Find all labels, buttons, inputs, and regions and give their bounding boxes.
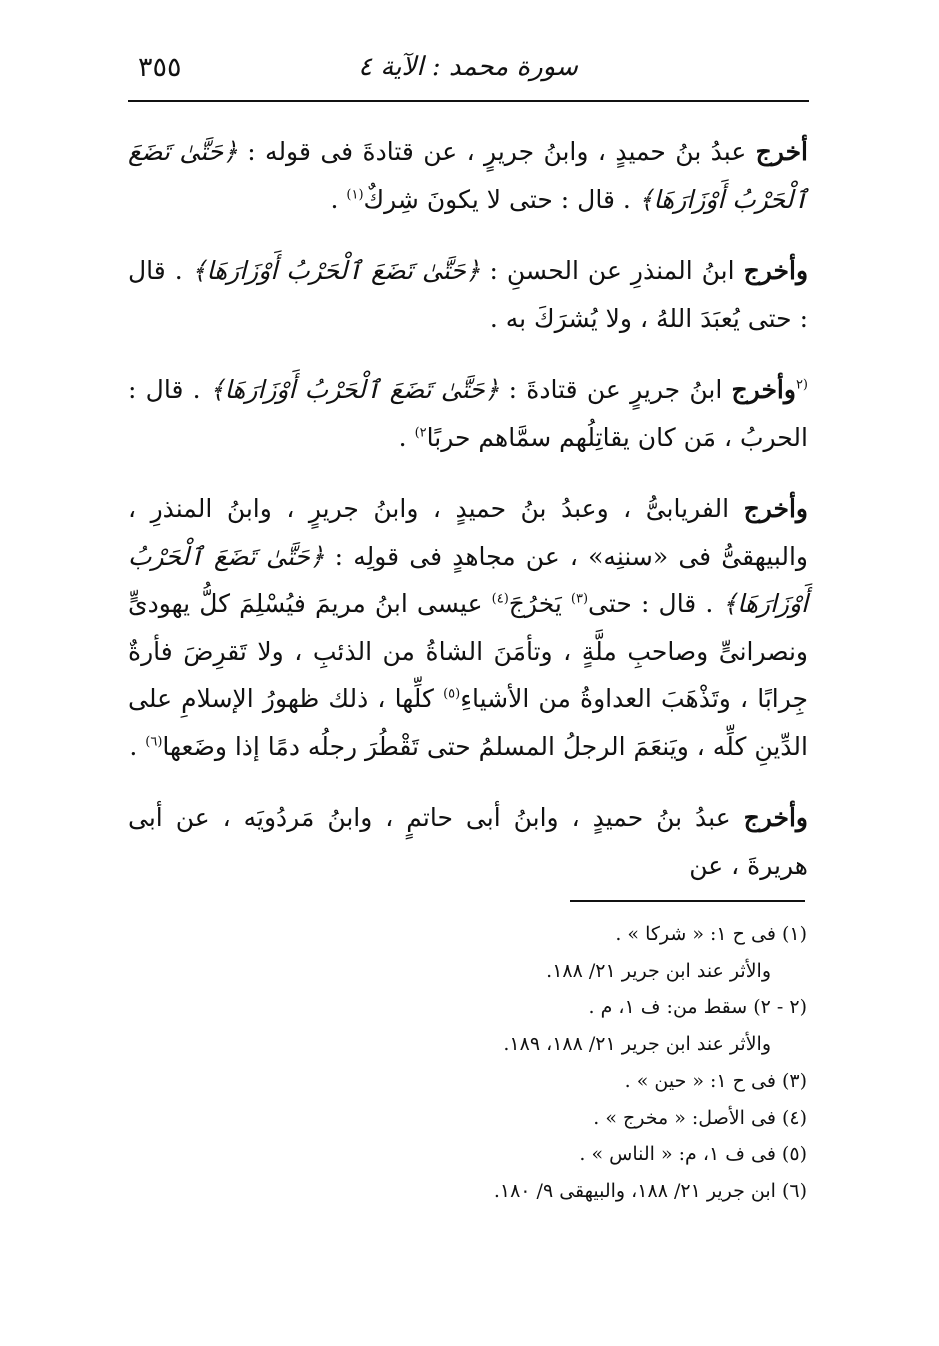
- text-run: الفريابىُّ ، وعبدُ بنُ حميدٍ ، وابنُ جريرٍ ، وابنُ المنذرِ ، والبيهقىُّ فى «سننِه» ، عن مجاهدٍ فى قولِه :: [128, 494, 808, 571]
- footnote-2-source: والأثر عند ابن جرير ٢١/ ١٨٨، ١٨٩.: [503, 1033, 771, 1056]
- footnote-marker: (١): [346, 187, 364, 203]
- paragraph-4: [128, 485, 808, 770]
- running-title: سورة محمد : الآية ٤: [358, 52, 578, 82]
- footnote-marker: (٦): [145, 734, 163, 750]
- footnote-1-source: والأثر عند ابن جرير ٢١/ ١٨٨.: [546, 959, 771, 982]
- text-run: ابنُ المنذرِ عن الحسنِ :: [480, 256, 744, 285]
- text-run: . قال : حتى: [588, 589, 723, 618]
- text-run: .: [330, 184, 347, 214]
- running-header: [128, 52, 808, 92]
- text-run: . قال : حتى لا يكونَ شِركٌ: [363, 184, 639, 214]
- text-run: . قال : الحربُ ، مَن كان يقاتِلُهم سمَّاهم حربًا: [128, 375, 808, 452]
- footnote-marker: (٢: [795, 377, 808, 393]
- footnote-marker: (٣): [570, 591, 589, 607]
- paragraph-lead: وأخرج: [731, 375, 796, 404]
- text-run: . قال : حتى يُعبَدَ اللهُ ، ولا يُشرَكَ به .: [128, 256, 808, 333]
- header-rule: [128, 100, 809, 102]
- main-text: [128, 128, 808, 913]
- footnote-5: (٥) فى ف ١، م: « الناس » .: [579, 1143, 807, 1166]
- paragraph-5: [128, 794, 808, 889]
- quran-quote: ﴿حَتَّىٰ تَضَعَ ٱلْحَرْبُ أَوْزَارَهَا﴾: [128, 541, 808, 618]
- footnote-marker: (٥): [443, 686, 461, 702]
- text-run: عيسى ابنُ مريمَ فيُسْلِمَ كلُّ يهودىٍّ ونصرانىٍّ وصاحبِ ملَّةٍ ، وتأمَنَ الشاةُ من الذئبِ ، ولا تَقرِضَ فأرةٌ جِرابًا ، وتَذْهَبَ العداوةُ من الأشياءِ: [128, 589, 808, 713]
- paragraph-lead: وأخرج: [743, 494, 808, 523]
- paragraph-lead: أخرج: [755, 137, 808, 166]
- paragraph-2: [128, 247, 808, 342]
- footnote-marker: (٤): [491, 591, 509, 607]
- page-number: ٣٥٥: [138, 52, 182, 83]
- quran-quote: ﴿حَتَّىٰ تَضَعَ ٱلْحَرْبُ أَوْزَارَهَا﴾: [209, 375, 500, 404]
- paragraph-1: [128, 128, 808, 223]
- footnote-marker: ٢): [414, 425, 427, 441]
- paragraph-lead: وأخرج: [743, 256, 809, 285]
- paragraph-3: [128, 366, 808, 461]
- footnote-6: (٦) ابن جرير ٢١/ ١٨٨، والبيهقى ٩/ ١٨٠.: [493, 1179, 807, 1202]
- footnotes: [167, 916, 807, 1210]
- paragraph-lead: وأخرج: [743, 803, 808, 832]
- text-run: .: [398, 422, 415, 452]
- text-run: كلِّها ، ذلك ظهورُ الإسلامِ على الدِّينِ كلِّه ، ويَنعَمَ الرجلُ المسلمُ حتى تَقْطُرَ رجلُه دمًا إذا وضَعها: [128, 684, 808, 761]
- footnote-4: (٤) فى الأصل: « مخرج » .: [593, 1106, 807, 1129]
- text-run: عبدُ بنُ حميدٍ ، وابنُ أبى حاتمٍ ، وابنُ مَردُويَه ، عن أبى هريرةَ ، عن: [128, 803, 808, 880]
- footnote-3: (٣) فى ح ١: « حين » .: [624, 1069, 807, 1092]
- text-run: عبدُ بنُ حميدٍ ، وابنُ جريرٍ ، عن قتادةَ فى قوله :: [237, 137, 756, 166]
- text-run: يَخرُجَ: [508, 589, 571, 618]
- quran-quote: ﴿حَتَّىٰ تَضَعَ ٱلْحَرْبُ أَوْزَارَهَا﴾: [191, 256, 481, 285]
- footnote-1: (١) فى ح ١: « شركا » .: [615, 923, 807, 945]
- quran-quote: ﴿حَتَّىٰ تَضَعَ ٱلْحَرْبُ أَوْزَارَهَا﴾: [128, 137, 808, 214]
- footnote-2: (٢ - ٢) سقط من: ف ١، م .: [588, 996, 807, 1019]
- footnote-rule: [570, 900, 805, 902]
- text-run: ابنُ جريرٍ عن قتادةَ :: [499, 375, 732, 404]
- text-run: .: [129, 731, 146, 761]
